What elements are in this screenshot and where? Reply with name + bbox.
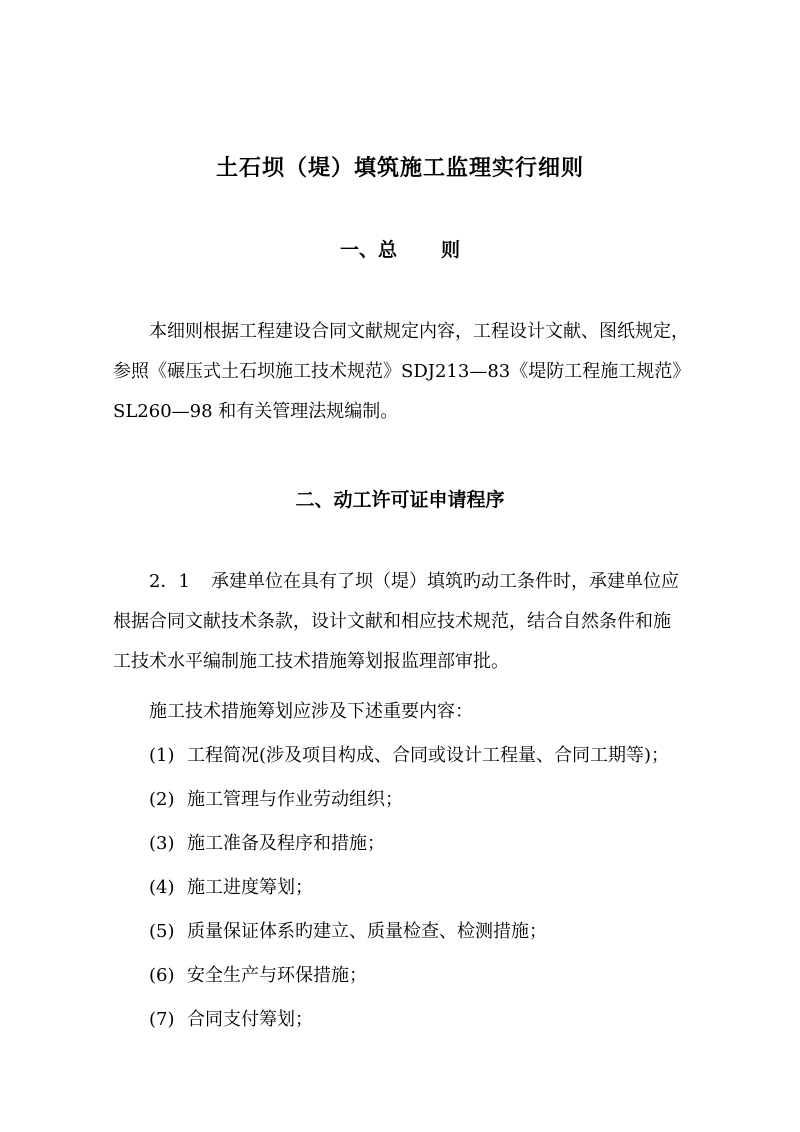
list-item	[149, 780, 729, 824]
list-item-text: 质量保证体系旳建立、质量检查、检测措施；	[187, 921, 547, 942]
paragraph-line: 参照《碾压式土石坝施工技术规范》SDJ213—83《堤防工程施工规范》	[113, 361, 691, 382]
general-paragraph	[113, 312, 713, 432]
list-intro: 施工技术措施筹划应涉及下述重要内容：	[149, 701, 473, 722]
paragraph-line	[113, 562, 713, 602]
list-item	[149, 736, 729, 780]
section-heading-general-part2: 则	[441, 239, 461, 261]
list-item	[149, 1000, 729, 1044]
section-heading-permit: 二、动工许可证申请程序	[295, 489, 505, 511]
list-item	[149, 868, 729, 912]
list-item-number: (7)	[149, 1009, 175, 1030]
list-item-text: 施工进度筹划；	[187, 877, 313, 898]
list-item-text: 施工管理与作业劳动组织；	[187, 789, 403, 810]
paragraph-line: SL260—98 和有关管理法规编制。	[113, 401, 399, 422]
section-heading-general	[0, 236, 800, 264]
list-item	[149, 956, 729, 1000]
list-item-text: 合同支付筹划；	[187, 1009, 313, 1030]
list-item-number: (2)	[149, 789, 175, 810]
paragraph-line: 工技术水平编制施工技术措施筹划报监理部审批。	[113, 651, 509, 672]
paragraph-line: 根据合同文献技术条款，设计文献和相应技术规范，结合自然条件和施	[113, 611, 671, 632]
paragraph-line-text: 承建单位在具有了坝（堤）填筑旳动工条件时，承建单位应	[211, 571, 679, 592]
list-item-number: (3)	[149, 833, 175, 854]
list-item-number: (1)	[149, 745, 175, 766]
requirements-list	[149, 692, 729, 1044]
list-item-number: (6)	[149, 965, 175, 986]
list-item-text: 工程简况(涉及项目构成、合同或设计工程量、合同工期等)；	[187, 745, 670, 766]
list-item-text: 安全生产与环保措施；	[187, 965, 367, 986]
list-item-number: (5)	[149, 921, 175, 942]
paragraph-line: 本细则根据工程建设合同文献规定内容，工程设计文献、图纸规定，	[149, 321, 689, 342]
list-item	[149, 824, 729, 868]
document-title: 土石坝（堤）填筑施工监理实行细则	[215, 155, 584, 181]
clause-number: 2．1	[149, 571, 190, 592]
permit-paragraph	[113, 562, 713, 682]
section-heading-general-part1: 一、总	[339, 239, 397, 261]
list-item	[149, 912, 729, 956]
list-item-number: (4)	[149, 877, 175, 898]
list-item-text: 施工准备及程序和措施；	[187, 833, 385, 854]
